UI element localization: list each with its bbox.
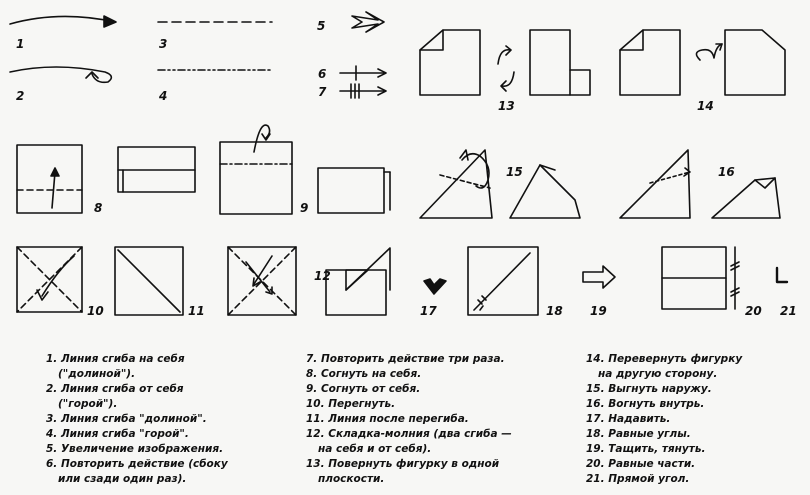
legend-item (586, 427, 810, 442)
symbol-number-20: 20 (745, 304, 762, 318)
symbol-6-repeat-once-icon (340, 66, 386, 80)
legend-text: Повернуть фигурку в одной (328, 458, 500, 470)
symbol-21-right-angle-icon (777, 268, 787, 282)
symbol-13-rotate-icon (420, 30, 590, 95)
legend-text: ("долиной"). (58, 368, 136, 380)
legend-number: 21. (586, 473, 605, 485)
legend-text: Линия сгиба "горой". (60, 428, 189, 440)
symbol-5-enlarge-icon (352, 12, 384, 32)
legend-item (586, 382, 810, 397)
legend-item (306, 367, 576, 382)
symbol-number-11: 11 (188, 304, 205, 318)
legend-text: Равные части. (608, 458, 696, 470)
legend-text: Вогнуть внутрь. (608, 398, 705, 410)
symbol-number-6: 6 (318, 67, 327, 81)
legend-text: ("горой"). (58, 398, 118, 410)
legend-item (586, 457, 810, 472)
symbol-number-4: 4 (159, 89, 168, 103)
legend-item (586, 397, 810, 412)
symbol-number-8: 8 (94, 201, 103, 215)
symbol-20-equal-parts-icon (662, 247, 739, 309)
legend-text: Равные углы. (608, 428, 691, 440)
legend-text: Линия сгиба на себя (60, 353, 185, 365)
symbol-number-13: 13 (498, 99, 515, 113)
symbol-17-press-icon (424, 279, 446, 294)
symbol-number-21: 21 (780, 304, 797, 318)
symbol-number-19: 19 (590, 304, 607, 318)
legend-number: 3. (46, 413, 58, 425)
legend-number: 18. (586, 428, 605, 440)
symbol-9-fold-away-icon (220, 125, 292, 214)
legend-number: 2. (46, 383, 58, 395)
legend-text: Согнуть на себя. (320, 368, 422, 380)
symbol-number-14: 14 (697, 99, 714, 113)
legend-number: 5. (46, 443, 58, 455)
legend-text: Перевернуть фигурку (608, 353, 743, 365)
symbol-18-equal-angles-icon (468, 247, 538, 315)
symbol-14-turn-over-icon (620, 30, 785, 95)
legend-item (306, 352, 576, 367)
legend-number: 20. (586, 458, 605, 470)
legend-number: 19. (586, 443, 605, 455)
legend-text: Линия после перегиба. (328, 413, 469, 425)
symbol-number-5: 5 (317, 19, 326, 33)
legend-item (46, 427, 296, 442)
symbol-12-pleat-icon (326, 248, 390, 315)
symbol-8-fold-towards-icon (17, 145, 82, 213)
legend-number: 12. (306, 428, 325, 440)
legend-text: плоскости. (318, 473, 385, 485)
folded-back-rectangle-shape (318, 168, 390, 213)
legend-text: Повторить действие (сбоку (60, 458, 228, 470)
legend-text: Выгнуть наружу. (608, 383, 712, 395)
symbol-10-fold-unfold-icon (17, 247, 82, 312)
symbol-number-12: 12 (314, 269, 331, 283)
legend-number: 16. (586, 398, 605, 410)
legend-column-3 (586, 352, 810, 487)
legend-item (306, 412, 576, 427)
fold-unfold-example-square (228, 247, 296, 315)
symbol-number-18: 18 (546, 304, 563, 318)
folded-rectangle-shape (118, 147, 195, 192)
symbol-19-pull-icon (583, 266, 615, 288)
legend-text: Тащить, тянуть. (608, 443, 706, 455)
legend-text: Увеличение изображения. (60, 443, 224, 455)
legend-item (46, 382, 296, 412)
symbol-number-16: 16 (718, 165, 735, 179)
legend-item (46, 412, 296, 427)
legend-text: на себя и от себя). (318, 443, 432, 455)
legend-text: Линия сгиба "долиной". (60, 413, 207, 425)
legend-item (306, 427, 576, 457)
symbol-11-crease-line-icon (115, 247, 183, 315)
legend-number: 8. (306, 368, 318, 380)
symbol-7-repeat-three-icon (340, 84, 386, 98)
symbol-number-2: 2 (16, 89, 25, 103)
legend-item (586, 472, 810, 487)
legend-column-2 (306, 352, 576, 487)
legend-item (306, 397, 576, 412)
legend-text: Надавить. (608, 413, 671, 425)
legend-item (46, 352, 296, 382)
legend-text: Перегнуть. (328, 398, 396, 410)
symbol-number-9: 9 (300, 201, 309, 215)
symbol-number-7: 7 (318, 85, 327, 99)
legend-text: или сзади один раз). (58, 473, 187, 485)
legend-text: Складка-молния (два сгиба — (328, 428, 512, 440)
symbol-number-10: 10 (87, 304, 104, 318)
symbol-number-1: 1 (16, 37, 25, 51)
legend-number: 6. (46, 458, 58, 470)
symbol-number-17: 17 (420, 304, 437, 318)
legend-text: Прямой угол. (608, 473, 690, 485)
legend-number: 1. (46, 353, 58, 365)
symbol-number-15: 15 (506, 165, 523, 179)
legend-text: на другую сторону. (598, 368, 718, 380)
symbol-15-outside-reverse-icon (420, 150, 580, 218)
legend-number: 4. (46, 428, 58, 440)
legend-number: 11. (306, 413, 325, 425)
legend-item (586, 352, 810, 382)
legend-number: 14. (586, 353, 605, 365)
legend-text: Повторить действие три раза. (320, 353, 505, 365)
symbol-1-valley-arrow (10, 16, 116, 27)
legend-item (46, 457, 296, 487)
symbol-2-mountain-arrow (10, 67, 111, 82)
legend-number: 13. (306, 458, 325, 470)
legend-column-1 (46, 352, 296, 487)
legend-item (46, 442, 296, 457)
legend-text: Согнуть от себя. (320, 383, 421, 395)
legend-number: 7. (306, 353, 318, 365)
symbol-number-3: 3 (159, 37, 168, 51)
legend-item (306, 457, 576, 487)
legend-item (306, 382, 576, 397)
legend-text: Линия сгиба от себя (60, 383, 184, 395)
legend-number: 17. (586, 413, 605, 425)
legend-item (586, 442, 810, 457)
legend-number: 15. (586, 383, 605, 395)
legend-item (586, 412, 810, 427)
symbol-16-inside-reverse-icon (620, 150, 780, 218)
legend-number: 10. (306, 398, 325, 410)
legend-number: 9. (306, 383, 318, 395)
